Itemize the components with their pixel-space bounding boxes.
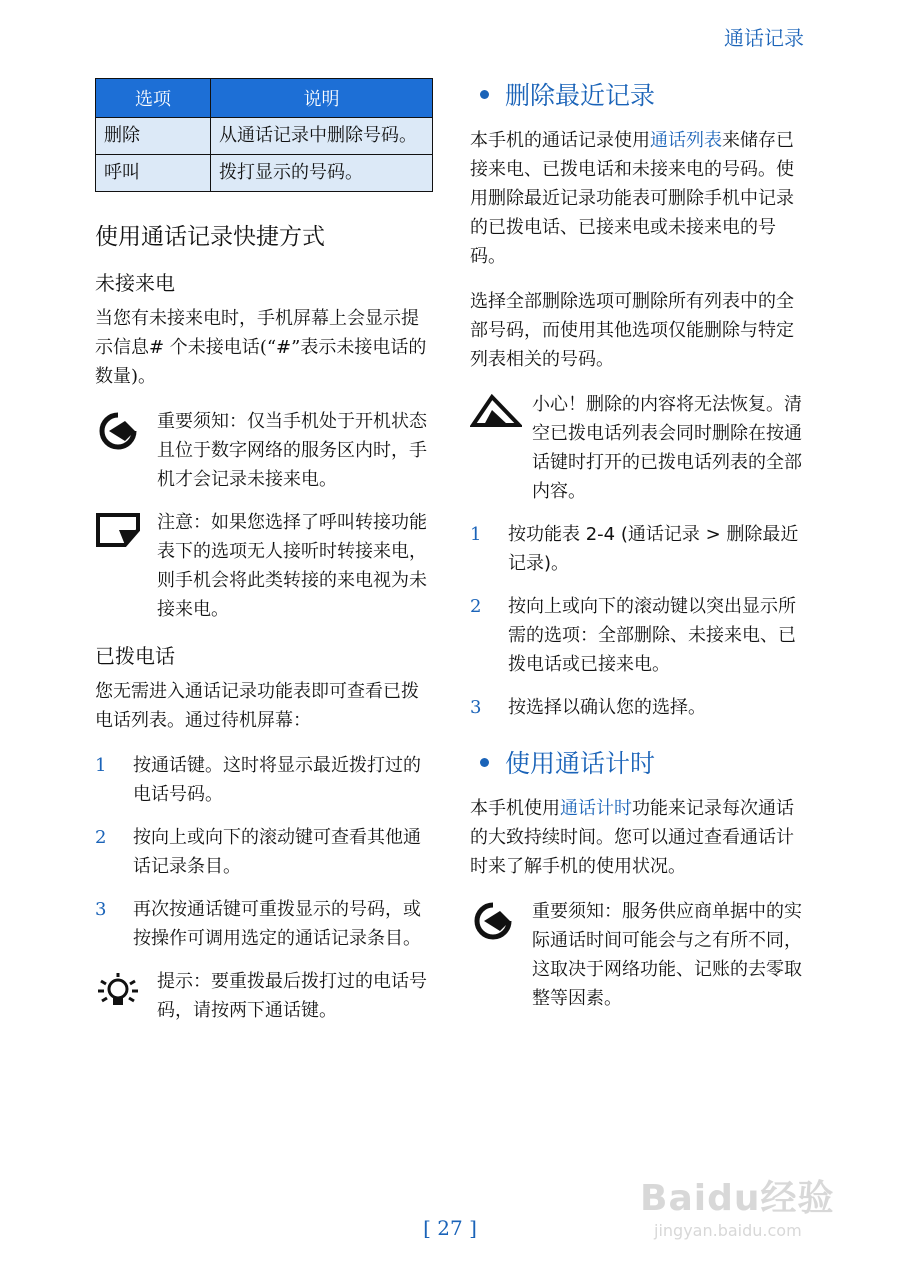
- table-header-description: 说明: [211, 79, 433, 118]
- list-item: 1 按通话键。这时将显示最近拨打过的电话号码。: [95, 755, 421, 805]
- bullet-icon: [480, 90, 489, 99]
- important-icon: [95, 407, 157, 494]
- section-title-shortcuts: 使用通话记录快捷方式: [95, 224, 325, 250]
- options-table: [95, 78, 433, 192]
- table-cell-option: 删除: [96, 118, 211, 155]
- timer-paragraph: 本手机使用通话计时功能来记录每次通话的大致持续时间。您可以通过查看通话计时来了解手机的使用状况。: [470, 798, 794, 877]
- running-header: 通话记录: [724, 26, 804, 50]
- left-column: [95, 78, 435, 1039]
- delete-steps-list: [470, 520, 810, 722]
- table-cell-desc: 拨打显示的号码。: [211, 155, 433, 192]
- list-item: 3 再次按通话键可重拨显示的号码，或按操作可调用选定的通话记录条目。: [95, 899, 421, 949]
- table-row: [96, 118, 433, 155]
- dialed-steps-list: [95, 751, 435, 953]
- watermark-site: jingyan.baidu.com: [654, 1221, 802, 1240]
- subheading-dialed-calls: 已拨电话: [95, 644, 175, 668]
- list-item: 1 按功能表 2-4 (通话记录 > 删除最近记录)。: [470, 524, 799, 574]
- section-title-delete: 删除最近记录: [470, 76, 810, 112]
- delete-paragraph-1: 本手机的通话记录使用通话列表来储存已接来电、已拨电话和未接来电的号码。使用删除最近记录功能表可删除手机中记录的已拨电话、已接来电或未接来电的号码。: [470, 130, 794, 267]
- list-item: 2 按向上或向下的滚动键可查看其他通话记录条目。: [95, 827, 421, 877]
- important-icon: [470, 897, 532, 1013]
- link-call-list[interactable]: 通话列表: [650, 130, 722, 151]
- table-header-option: 选项: [96, 79, 211, 118]
- right-column: [470, 70, 810, 1027]
- table-cell-option: 呼叫: [96, 155, 211, 192]
- caution-box: 小心！删除的内容将无法恢复。清空已拨电话列表会同时删除在按通话键时打开的已拨电话列表的全部内容。: [470, 390, 810, 506]
- list-item: 2 按向上或向下的滚动键以突出显示所需的选项：全部删除、未接来电、已拨电话或已接来电。: [470, 596, 796, 675]
- subheading-missed-calls: 未接来电: [95, 271, 175, 295]
- tip-box: 提示：要重拨最后拨打过的电话号码，请按两下通话键。: [95, 967, 435, 1025]
- important-note: 重要须知：仅当手机处于开机状态且位于数字网络的服务区内时，手机才会记录未接来电。: [95, 407, 435, 494]
- bullet-icon: [480, 758, 489, 767]
- watermark-logo: [640, 1170, 860, 1270]
- list-item: 3 按选择以确认您的选择。: [470, 697, 706, 718]
- section-title-timer: 使用通话计时: [470, 744, 810, 780]
- warning-icon: [470, 390, 532, 506]
- important-note-2: 重要须知：服务供应商单据中的实际通话时间可能会与之有所不同，这取决于网络功能、记账的去零取整等因素。: [470, 897, 810, 1013]
- watermark-brand: Baidu经验: [640, 1178, 835, 1219]
- lightbulb-icon: [95, 967, 157, 1025]
- delete-paragraph-2: 选择全部删除选项可删除所有列表中的全部号码，而使用其他选项仅能删除与特定列表相关的号码。: [470, 291, 794, 370]
- table-row: [96, 155, 433, 192]
- note-icon: [95, 508, 157, 624]
- table-header-row: [96, 79, 433, 118]
- page-number: [ 27 ]: [423, 1216, 477, 1240]
- table-cell-desc: 从通话记录中删除号码。: [211, 118, 433, 155]
- missed-calls-paragraph: 当您有未接来电时，手机屏幕上会显示提示信息# 个未接电话(“#”表示未接电话的数量)。: [95, 308, 427, 387]
- dialed-calls-paragraph: 您无需进入通话记录功能表即可查看已拨电话列表。通过待机屏幕：: [95, 681, 419, 731]
- link-call-timer[interactable]: 通话计时: [560, 798, 632, 819]
- note-box: 注意：如果您选择了呼叫转接功能表下的选项无人接听时转接来电，则手机会将此类转接的来电视为未接来电。: [95, 508, 435, 624]
